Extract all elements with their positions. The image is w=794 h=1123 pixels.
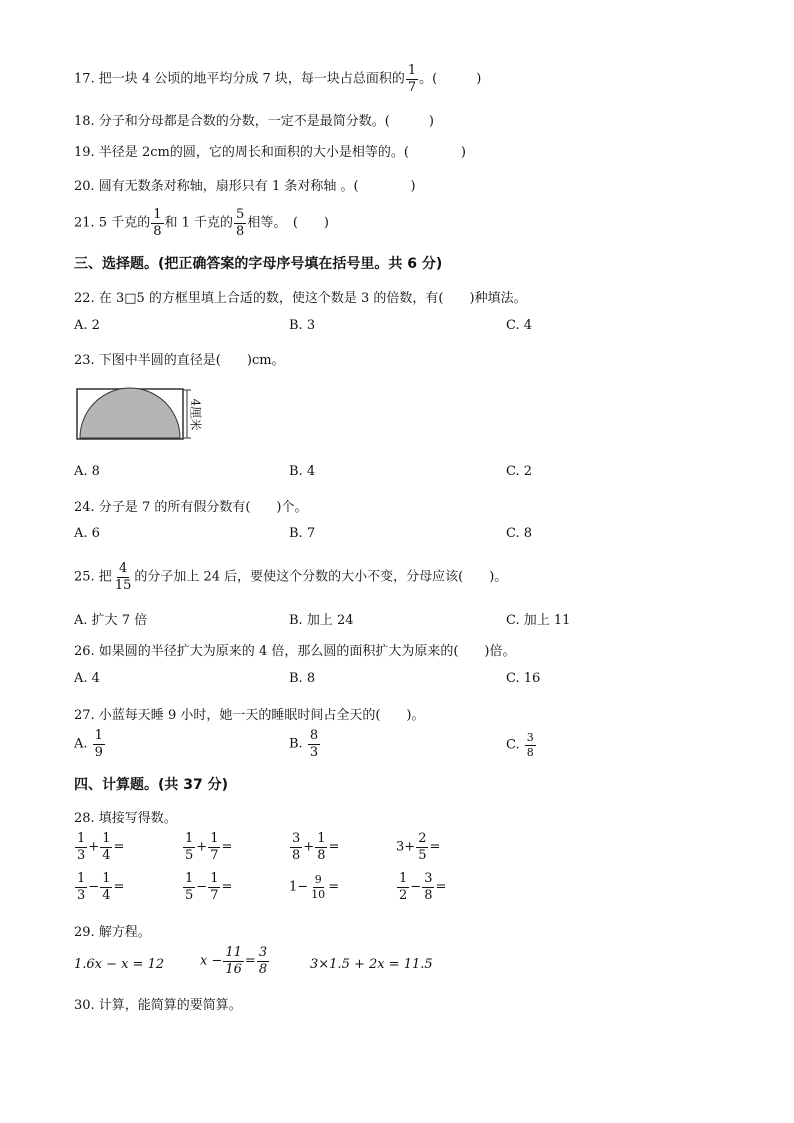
question-21: 21. 5 千克的 $\frac{1}{8}$ 和 1 千克的 $\frac{5}{8}$ 相等。 ( ) [74,207,329,239]
q27-a-fraction: $\frac{1}{9}$ [94,728,103,760]
question-27: 27. 小蓝每天睡 9 小时，她一天的睡眠时间占全天的( )。 [74,708,425,723]
section-4-title: 四、计算题。(共 37 分) [74,777,229,793]
q24-option-b[interactable]: B. 7 [289,526,316,541]
q23-option-b[interactable]: B. 4 [289,464,316,479]
question-17 [74,64,481,94]
q26-option-c[interactable]: C. 16 [506,671,541,686]
q26-option-b[interactable]: B. 8 [289,671,316,686]
q22-option-c[interactable]: C. 4 [506,318,533,333]
q24-option-a[interactable]: A. 6 [74,526,100,541]
q21-fraction-2: $\frac{5}{8}$ [236,207,245,239]
q23-option-c[interactable]: C. 2 [506,464,533,479]
q28-expr-r1-3: $\frac{3}{8}$ + $\frac{1}{8}$ = [292,831,340,863]
question-26: 26. 如果圆的半径扩大为原来的 4 倍，那么圆的面积扩大为原来的( )倍。 [74,644,516,659]
question-29: 29. 解方程。 [74,925,151,940]
q28-expr-r1-4: 3+ $\frac{2}{5}$ = [396,831,441,863]
q22-option-a[interactable]: A. 2 [74,318,100,333]
question-20: 20. 圆有无数条对称轴，扇形只有 1 条对称轴 。( ) [74,179,416,194]
q27-option-c[interactable]: C. $\frac{3}{8}$ [506,731,534,759]
q28-expr-r2-3: 1− $\frac{9}{10}$ = [289,873,340,901]
q29-equation-3: 3×1.5 + 2x = 11.5 [310,957,433,972]
q25-option-a[interactable]: A. 扩大 7 倍 [74,613,148,628]
q28-expr-r1-2: $\frac{1}{5}$ + $\frac{1}{7}$ = [185,831,233,863]
q17-answer-blank[interactable]: 。( ) [419,71,482,87]
q28-expr-r1-1: $\frac{1}{3}$ + $\frac{1}{4}$ = [77,831,125,863]
q27-b-fraction: $\frac{8}{3}$ [309,728,319,760]
q25-fraction: $\frac{4}{15}$ [114,561,132,593]
q27-option-b[interactable]: B. $\frac{8}{3}$ [289,728,319,760]
question-30: 30. 计算，能简算的要简算。 [74,998,242,1013]
question-19: 19. 半径是 2cm的圆，它的周长和面积的大小是相等的。( ) [74,145,466,160]
q28-expr-r2-4: $\frac{1}{2}$ − $\frac{3}{8}$ = [399,871,447,903]
q25-option-c[interactable]: C. 加上 11 [506,613,571,628]
figure-label-4cm: 4厘米 [188,398,203,431]
q28-expr-r2-2: $\frac{1}{5}$ − $\frac{1}{7}$ = [185,871,233,903]
q29-equation-1: 1.6x − x = 12 [74,957,165,972]
q27-c-fraction: $\frac{3}{8}$ [526,731,534,759]
q26-option-a[interactable]: A. 4 [74,671,100,686]
q17-fraction: $\frac{1}{7}$ [407,63,417,95]
q29-equation-2: x − $\frac{11}{16}$ = $\frac{3}{8}$ [200,945,268,977]
q28-expr-r2-1: $\frac{1}{3}$ − $\frac{1}{4}$ = [77,871,125,903]
question-18: 18. 分子和分母都是合数的分数，一定不是最简分数。( ) [74,114,434,129]
section-3-title: 三、选择题。(把正确答案的字母序号填在括号里。共 6 分) [74,256,443,272]
q25-option-b[interactable]: B. 加上 24 [289,613,354,628]
q22-option-b[interactable]: B. 3 [289,318,316,333]
question-25: 25. 把 $\frac{4}{15}$ 的分子加上 24 后，要使这个分数的大小不变，分母应该( )。 [74,561,508,593]
question-23: 23. 下图中半圆的直径是( )cm。 [74,353,285,368]
q21-fraction-1: $\frac{1}{8}$ [153,207,162,239]
semicircle-figure [74,386,212,441]
q27-option-a[interactable]: A. $\frac{1}{9}$ [74,728,103,760]
q24-option-c[interactable]: C. 8 [506,526,533,541]
q23-option-a[interactable]: A. 8 [74,464,100,479]
question-24: 24. 分子是 7 的所有假分数有( )个。 [74,500,308,515]
question-22: 22. 在 3□5 的方框里填上合适的数，使这个数是 3 的倍数，有( )种填法。 [74,291,527,306]
question-28: 28. 填接写得数。 [74,811,177,826]
q17-text: 17. 把一块 4 公顷的地平均分成 7 块，每一块占总面积的 [74,71,405,87]
